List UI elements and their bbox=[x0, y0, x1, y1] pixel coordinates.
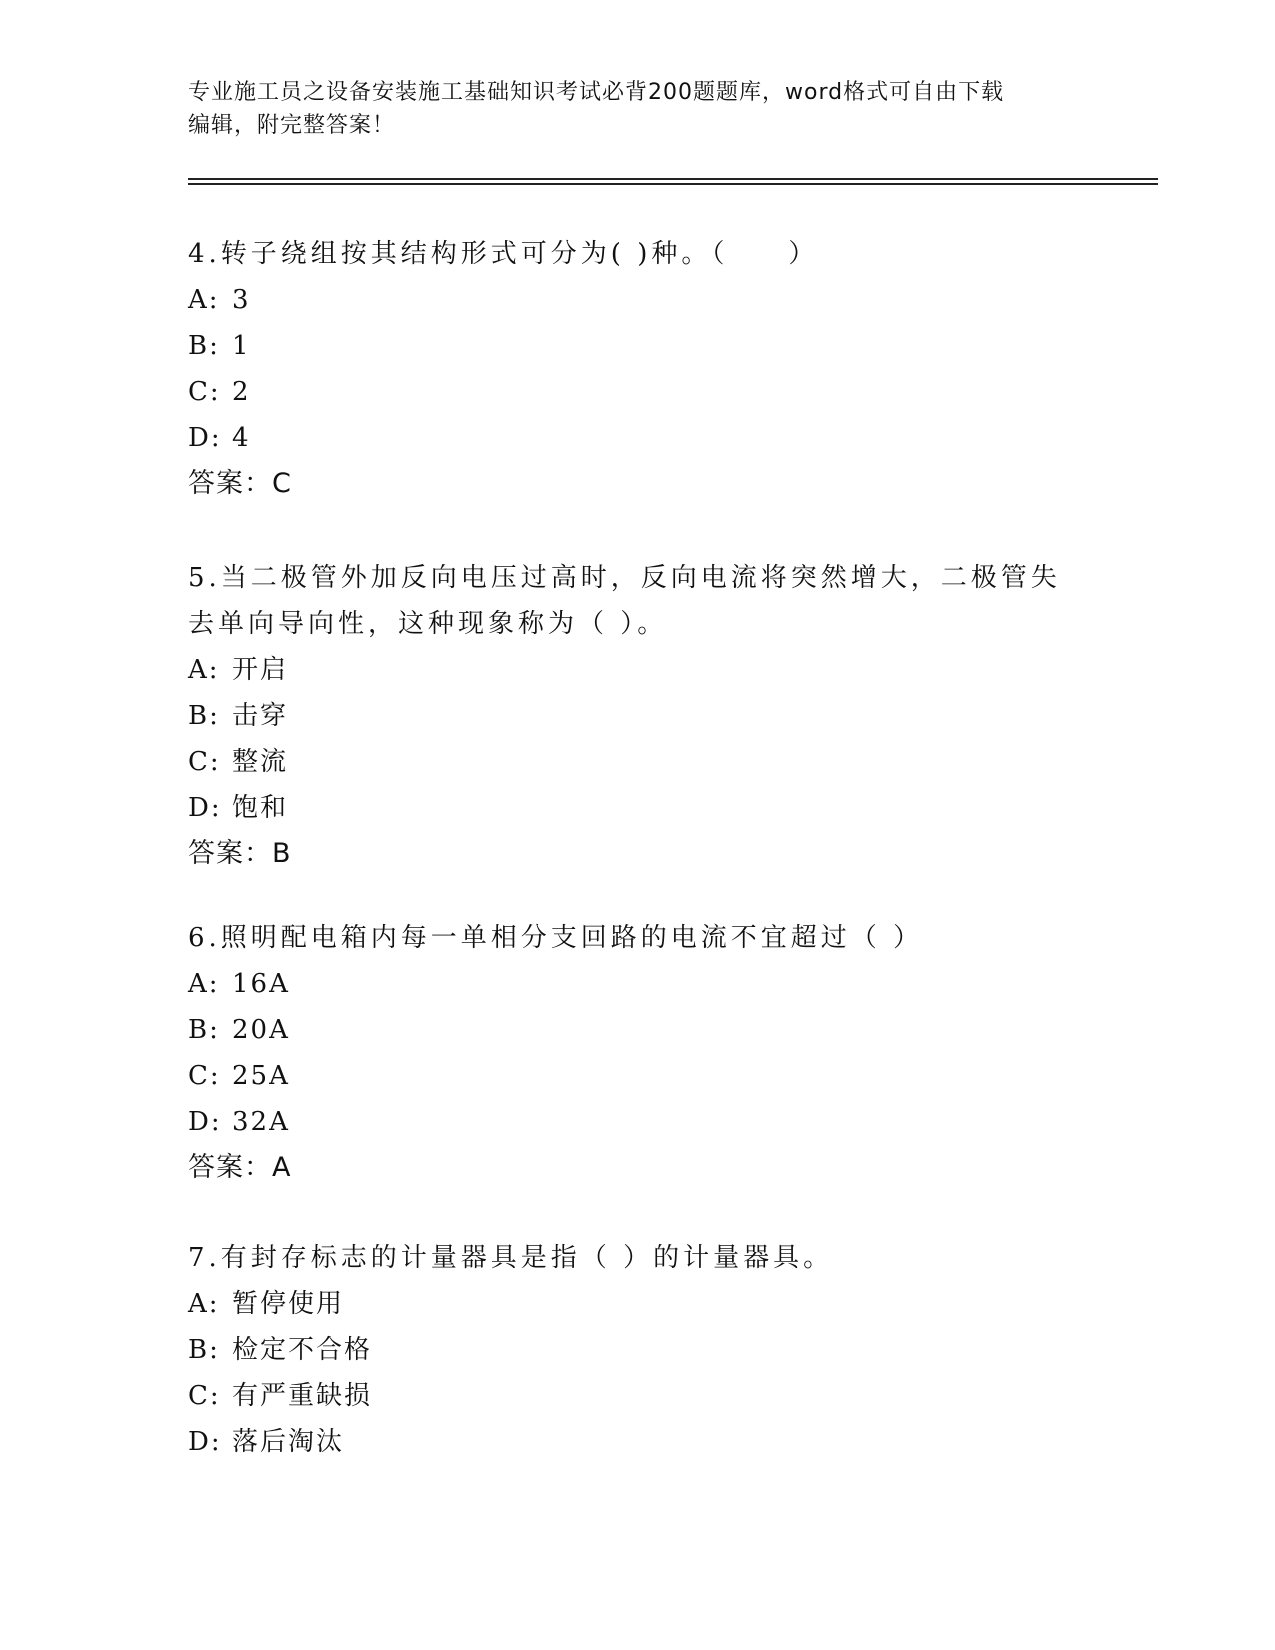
option-text: 整流 bbox=[232, 747, 289, 777]
option-letter: D: bbox=[188, 423, 222, 453]
option-text: 3 bbox=[232, 285, 251, 315]
answer-line: 答案：A bbox=[188, 1152, 292, 1183]
option-letter: A: bbox=[188, 285, 220, 315]
option-letter: B: bbox=[188, 1015, 220, 1045]
option-text: 击穿 bbox=[232, 701, 289, 731]
option-a bbox=[188, 961, 1088, 1007]
question-4 bbox=[188, 231, 1088, 507]
option-letter: C: bbox=[188, 377, 221, 407]
question-stem: 5.当二极管外加反向电压过高时，反向电流将突然增大，二极管失去单向导向性，这种现象称为（ ）。 bbox=[188, 563, 1061, 639]
header-divider-bottom bbox=[188, 183, 1158, 185]
option-d bbox=[188, 415, 1088, 461]
option-letter: A: bbox=[188, 655, 220, 685]
option-a bbox=[188, 1281, 1088, 1327]
question-7 bbox=[188, 1235, 1088, 1465]
option-text: 有严重缺损 bbox=[232, 1381, 373, 1411]
option-b bbox=[188, 693, 1088, 739]
option-letter: B: bbox=[188, 1335, 220, 1365]
option-b bbox=[188, 323, 1088, 369]
option-text: 饱和 bbox=[232, 793, 289, 823]
option-b bbox=[188, 1327, 1088, 1373]
option-letter: B: bbox=[188, 331, 220, 361]
question-6 bbox=[188, 915, 1088, 1191]
option-text: 暂停使用 bbox=[232, 1289, 345, 1319]
option-a bbox=[188, 647, 1088, 693]
option-d bbox=[188, 1419, 1088, 1465]
option-letter: B: bbox=[188, 701, 220, 731]
option-letter: C: bbox=[188, 1381, 221, 1411]
question-stem: 7.有封存标志的计量器具是指（ ）的计量器具。 bbox=[188, 1243, 834, 1273]
option-text: 32A bbox=[232, 1107, 290, 1137]
option-b bbox=[188, 1007, 1088, 1053]
option-d bbox=[188, 1099, 1088, 1145]
option-letter: A: bbox=[188, 969, 220, 999]
option-c bbox=[188, 1373, 1088, 1419]
option-text: 20A bbox=[232, 1015, 290, 1045]
option-text: 1 bbox=[232, 331, 251, 361]
option-letter: D: bbox=[188, 1427, 222, 1457]
option-letter: C: bbox=[188, 1061, 221, 1091]
option-text: 检定不合格 bbox=[232, 1335, 373, 1365]
option-c bbox=[188, 1053, 1088, 1099]
header-line-1: 专业施工员之设备安装施工基础知识考试必背200题题库，word格式可自由下载 bbox=[188, 80, 1005, 105]
option-text: 25A bbox=[232, 1061, 290, 1091]
header-line-2: 编辑，附完整答案！ bbox=[188, 113, 396, 138]
option-d bbox=[188, 785, 1088, 831]
option-c bbox=[188, 739, 1088, 785]
question-5 bbox=[188, 555, 1088, 877]
option-c bbox=[188, 369, 1088, 415]
answer-line: 答案：C bbox=[188, 468, 292, 499]
question-stem: 6.照明配电箱内每一单相分支回路的电流不宜超过（ ） bbox=[188, 923, 924, 953]
option-letter: C: bbox=[188, 747, 221, 777]
answer-line: 答案：B bbox=[188, 838, 292, 869]
option-a bbox=[188, 277, 1088, 323]
header-divider-top bbox=[188, 178, 1158, 180]
option-text: 16A bbox=[232, 969, 290, 999]
question-stem: 4.转子绕组按其结构形式可分为( )种。（ ） bbox=[188, 239, 819, 269]
option-text: 2 bbox=[232, 377, 251, 407]
option-letter: D: bbox=[188, 1107, 222, 1137]
option-letter: D: bbox=[188, 793, 222, 823]
option-text: 4 bbox=[232, 423, 251, 453]
option-text: 开启 bbox=[232, 655, 289, 685]
option-letter: A: bbox=[188, 1289, 220, 1319]
option-text: 落后淘汰 bbox=[232, 1427, 345, 1457]
document-header bbox=[188, 76, 1088, 142]
